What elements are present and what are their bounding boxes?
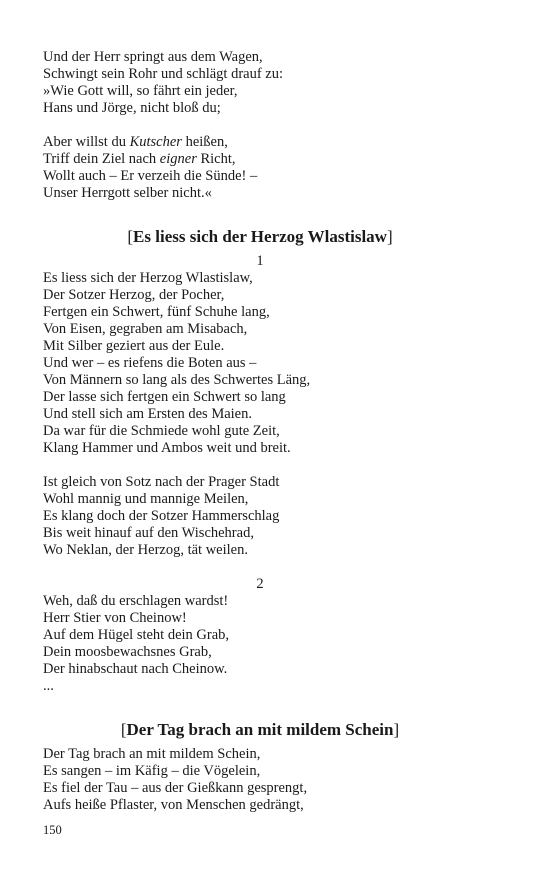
poem1-section1 bbox=[43, 270, 513, 457]
verse-line: Der Tag brach an mit mildem Schein, bbox=[43, 746, 261, 762]
page-body bbox=[43, 49, 513, 814]
verse-line: Bis weit hinauf auf den Wischehrad, bbox=[43, 525, 254, 541]
ellipsis: ... bbox=[43, 678, 54, 694]
verse-line: Weh, daß du erschlagen wardst! bbox=[43, 593, 229, 609]
poem-title-wlastislaw: [Es liess sich der Herzog Wlastislaw] bbox=[127, 227, 393, 246]
poem1-section2 bbox=[43, 593, 513, 695]
verse-line: Unser Herrgott selber nicht.« bbox=[43, 185, 212, 201]
verse-line: Wo Neklan, der Herzog, tät weilen. bbox=[43, 542, 248, 558]
verse-line: Hans und Jörge, nicht bloß du; bbox=[43, 100, 221, 116]
verse-line: Herr Stier von Cheinow! bbox=[43, 610, 187, 626]
verse-line: Von Männern so lang als des Schwertes Läng, bbox=[43, 372, 311, 388]
verse-line: Und stell sich am Ersten des Maien. bbox=[43, 406, 252, 422]
verse-line: Aufs heiße Pflaster, von Menschen gedrängt, bbox=[43, 797, 304, 813]
verse-line: Der hinabschaut nach Cheinow. bbox=[43, 661, 228, 677]
verse-line: Und wer – es riefens die Boten aus – bbox=[43, 355, 257, 371]
verse-line: Ist gleich von Sotz nach der Prager Stadt bbox=[43, 474, 280, 490]
verse-line: Es sangen – im Käfig – die Vögelein, bbox=[43, 763, 261, 779]
verse-line: Triff dein Ziel nach eigner Richt, bbox=[43, 151, 236, 167]
verse-line: Da war für die Schmiede wohl gute Zeit, bbox=[43, 423, 280, 439]
verse-line: Es fiel der Tau – aus der Gießkann gesprengt, bbox=[43, 780, 308, 796]
section-number: 2 bbox=[256, 576, 264, 592]
poem1-section1b bbox=[43, 474, 513, 559]
verse-line: Fertgen ein Schwert, fünf Schuhe lang, bbox=[43, 304, 270, 320]
section-number: 1 bbox=[256, 253, 264, 269]
verse-line: Klang Hammer und Ambos weit und breit. bbox=[43, 440, 291, 456]
verse-line: Von Eisen, gegraben am Misabach, bbox=[43, 321, 248, 337]
stanza-1 bbox=[43, 49, 513, 117]
verse-line: Und der Herr springt aus dem Wagen, bbox=[43, 49, 263, 65]
verse-line: Es klang doch der Sotzer Hammerschlag bbox=[43, 508, 280, 524]
verse-line: Es liess sich der Herzog Wlastislaw, bbox=[43, 270, 253, 286]
verse-line: Dein moosbewachsnes Grab, bbox=[43, 644, 212, 660]
verse-line: Wollt auch – Er verzeih die Sünde! – bbox=[43, 168, 258, 184]
verse-line: Der lasse sich fertgen ein Schwert so lang bbox=[43, 389, 286, 405]
emphasis: eigner bbox=[159, 151, 197, 167]
verse-line: Schwingt sein Rohr und schlägt drauf zu: bbox=[43, 66, 284, 82]
poem2-lines bbox=[43, 746, 513, 814]
verse-line: Auf dem Hügel steht dein Grab, bbox=[43, 627, 230, 643]
verse-line: Der Sotzer Herzog, der Pocher, bbox=[43, 287, 225, 303]
verse-line: Aber willst du Kutscher heißen, bbox=[43, 134, 228, 150]
stanza-2 bbox=[43, 134, 513, 202]
page-number: 150 bbox=[43, 823, 62, 837]
verse-line: Mit Silber geziert aus der Eule. bbox=[43, 338, 225, 354]
verse-line: »Wie Gott will, so fährt ein jeder, bbox=[43, 83, 238, 99]
verse-line: Wohl mannig und mannige Meilen, bbox=[43, 491, 249, 507]
poem-title-tag-brach-an: [Der Tag brach an mit mildem Schein] bbox=[120, 720, 400, 739]
emphasis: Kutscher bbox=[129, 134, 182, 150]
